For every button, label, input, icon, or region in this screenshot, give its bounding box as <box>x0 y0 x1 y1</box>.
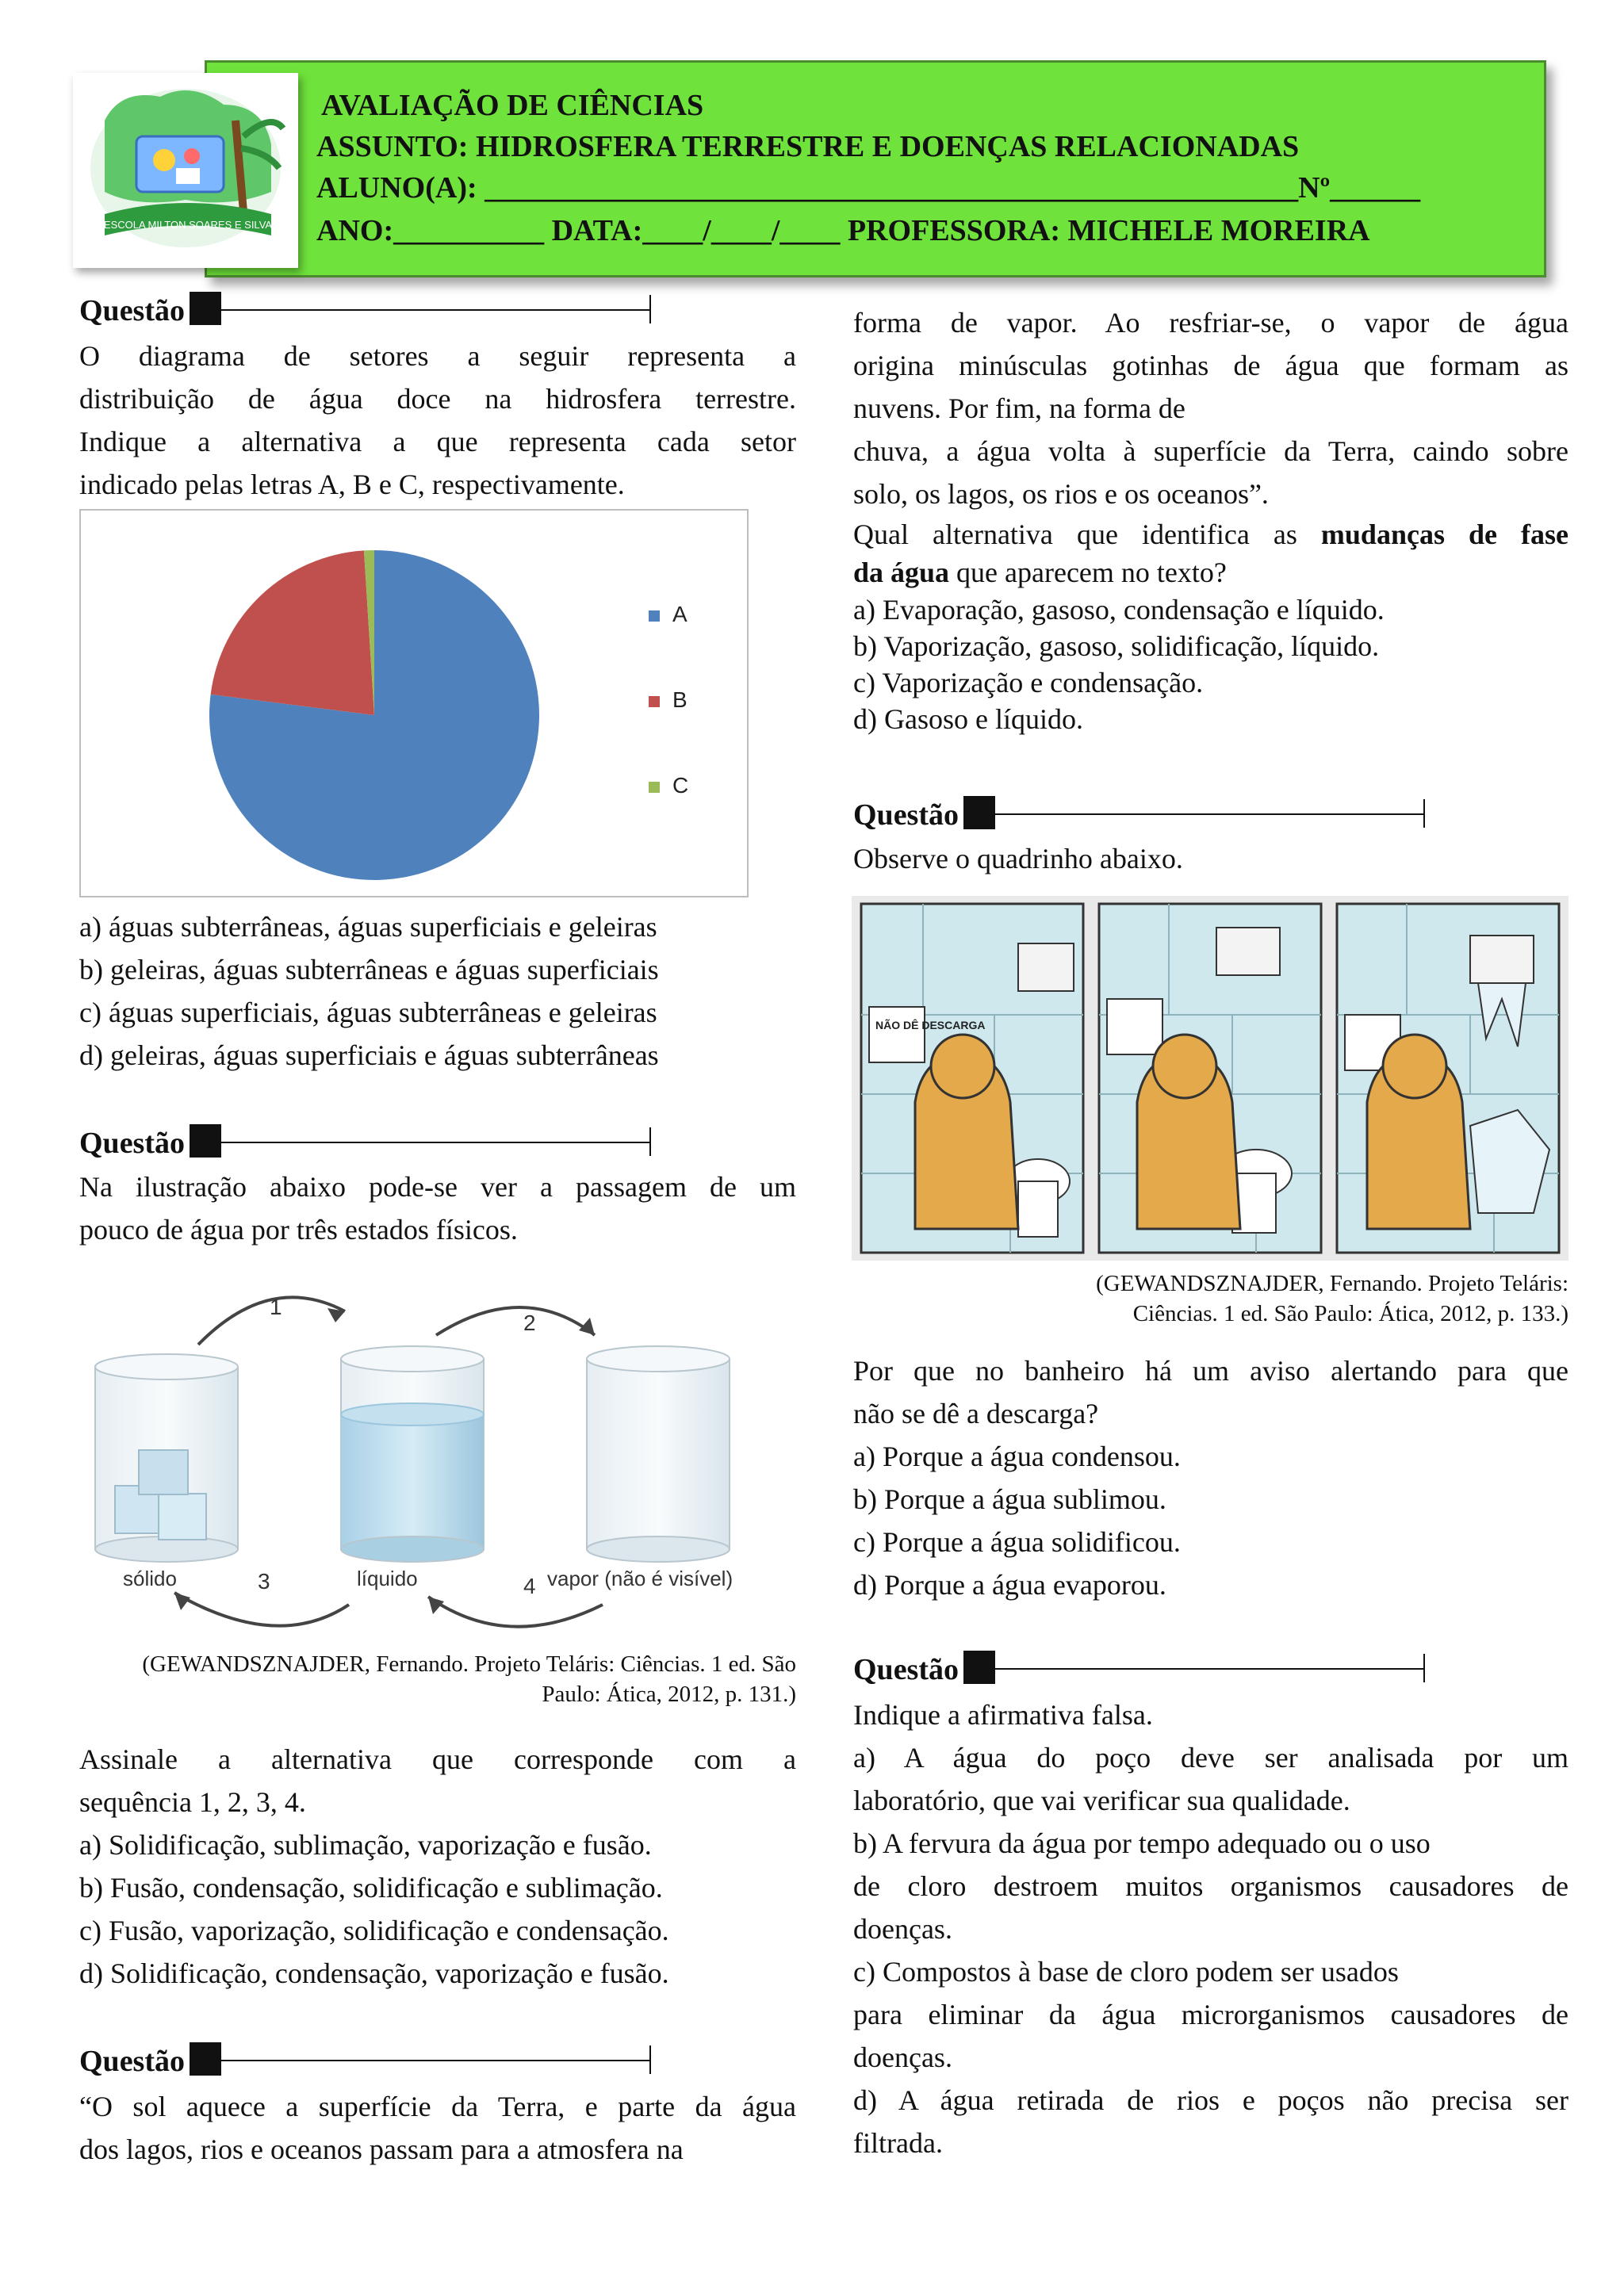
q4-credit-line: (GEWANDSZNAJDER, Fernando. Projeto Teláris: <box>1096 1271 1568 1296</box>
arrow-3-label: 3 <box>258 1569 270 1594</box>
question-1-rule-end <box>649 295 651 323</box>
q4-question-line: não se dê a descarga? <box>853 1398 1099 1429</box>
legend-label-b: B <box>672 687 688 712</box>
question-5-number-box <box>963 1651 995 1684</box>
q2-option-a[interactable]: a) Solidificação, sublimação, vaporização e fusão. <box>79 1829 652 1861</box>
q4-option-b[interactable]: b) Porque a água sublimou. <box>853 1483 1166 1515</box>
header-student-field: ALUNO(A): ______________________________________________________Nº______ <box>316 171 1421 205</box>
question-3-label: Questão <box>79 2045 185 2078</box>
question-1-label: Questão <box>79 294 185 327</box>
vapor-cylinder <box>587 1346 730 1562</box>
question-3-number-box <box>190 2042 221 2076</box>
comic-strip-art <box>852 896 1568 1261</box>
q2-question-line: Assinale a alternativa que corresponde com a <box>79 1743 796 1775</box>
q4-option-d[interactable]: d) Porque a água evaporou. <box>853 1569 1166 1601</box>
q2-question-line: sequência 1, 2, 3, 4. <box>79 1786 306 1818</box>
question-1-options <box>79 905 796 1077</box>
q4-option-c[interactable]: c) Porque a água solidificou. <box>853 1526 1181 1558</box>
q3-text-line: forma de vapor. Ao resfriar-se, o vapor de água <box>853 307 1568 339</box>
question-2-question <box>79 1738 796 1995</box>
q2-credit-line: Paulo: Ática, 2012, p. 131.) <box>542 1682 796 1707</box>
q4-option-a[interactable]: a) Porque a água condensou. <box>853 1441 1181 1472</box>
arrow-1-label: 1 <box>270 1295 282 1319</box>
header-banner <box>205 60 1546 277</box>
q2-text-line: Na ilustração abaixo pode-se ver a passagem de um <box>79 1171 796 1203</box>
q3-question-line-1 <box>853 515 1568 553</box>
q2-option-c[interactable]: c) Fusão, vaporização, solidificação e condensação. <box>79 1915 669 1946</box>
pie-slice-b <box>211 550 374 715</box>
q1-text-line: distribuição de água doce na hidrosfera terrestre. <box>79 383 796 415</box>
school-logo-text: ESCOLA MILTON SOARES E SILVA <box>103 219 273 231</box>
q3-option-b[interactable]: b) Vaporização, gasoso, solidificação, líquido. <box>853 630 1380 662</box>
question-2-rule-end <box>649 1127 651 1156</box>
pie-chart <box>81 511 747 896</box>
question-4-number-box <box>963 796 995 829</box>
legend-swatch-a <box>649 610 660 622</box>
q4-credit-line: Ciências. 1 ed. São Paulo: Ática, 2012, p. 133.) <box>1132 1301 1568 1326</box>
question-5-body <box>853 1693 1568 2164</box>
q1-text-line: Indique a alternativa a que representa cada setor <box>79 426 796 457</box>
school-logo-emblem <box>73 73 298 268</box>
q3-option-d[interactable]: d) Gasoso e líquido. <box>853 703 1083 735</box>
q3-question-bold: mudanças de fase <box>1320 519 1568 550</box>
question-4-credit <box>853 1269 1568 1329</box>
question-5-rule-end <box>1423 1654 1425 1682</box>
legend-label-a: A <box>672 602 688 626</box>
q2-credit-line: (GEWANDSZNAJDER, Fernando. Projeto Teláris: Ciências. 1 ed. São <box>142 1651 796 1677</box>
q5-option-c-cont: para eliminar da água microrganismos causadores de <box>853 1999 1568 2030</box>
q3-text-line: chuva, a água volta à superfície da Terra, caindo sobre <box>853 435 1568 467</box>
liquid-cylinder <box>341 1346 484 1562</box>
q5-option-b-end: doenças. <box>853 1913 952 1945</box>
question-2-credit <box>79 1649 796 1709</box>
question-5-rule <box>995 1668 1423 1670</box>
question-5-title <box>853 1651 1425 1687</box>
question-4-rule-end <box>1423 799 1425 828</box>
q1-text-line: indicado pelas letras A, B e C, respectivamente. <box>79 469 625 500</box>
q3-text-line: “O sol aquece a superfície da Terra, e parte da água <box>79 2091 796 2122</box>
q4-question-line: Por que no banheiro há um aviso alertando para que <box>853 1355 1568 1387</box>
q3-question-post: que aparecem no texto? <box>956 557 1227 588</box>
q5-intro: Indique a afirmativa falsa. <box>853 1699 1153 1731</box>
question-1-number-box <box>190 292 221 325</box>
legend-swatch-c <box>649 782 660 793</box>
question-5-label: Questão <box>853 1653 959 1686</box>
q5-option-b[interactable]: b) A fervura da água por tempo adequado ou o uso <box>853 1827 1431 1859</box>
states-of-matter-figure <box>79 1256 753 1641</box>
legend-swatch-b <box>649 696 660 707</box>
question-1-title <box>79 292 651 328</box>
header-year-date-teacher: ANO:__________ DATA:____/____/____ PROFESSORA: MICHELE MOREIRA <box>316 214 1370 247</box>
liquid-label: líquido <box>357 1567 418 1590</box>
comic-panel-2 <box>1099 904 1321 1253</box>
q3-option-a[interactable]: a) Evaporação, gasoso, condensação e líquido. <box>853 594 1385 626</box>
solid-cylinder <box>95 1354 238 1562</box>
arrow-2-label: 2 <box>523 1311 536 1335</box>
question-2-label: Questão <box>79 1127 185 1160</box>
vapor-label: vapor (não é visível) <box>547 1567 733 1590</box>
comic-strip <box>852 896 1568 1261</box>
solid-label: sólido <box>123 1567 177 1590</box>
q1-option-a[interactable]: a) águas subterrâneas, águas superficiais e geleiras <box>79 911 657 943</box>
q3-text-line: dos lagos, rios e oceanos passam para a atmosfera na <box>79 2133 684 2165</box>
q5-option-d[interactable]: d) A água retirada de rios e poços não precisa ser <box>853 2084 1568 2116</box>
q1-option-d[interactable]: d) geleiras, águas superficiais e águas subterrâneas <box>79 1039 659 1071</box>
q5-option-a[interactable]: a) A água do poço deve ser analisada por um <box>853 1742 1568 1774</box>
question-3-text-left <box>79 2085 796 2171</box>
q2-option-d[interactable]: d) Solidificação, condensação, vaporização e fusão. <box>79 1957 669 1989</box>
header-subject: ASSUNTO: HIDROSFERA TERRESTRE E DOENÇAS RELACIONADAS <box>316 130 1300 163</box>
question-4-rule <box>995 813 1423 815</box>
school-logo <box>73 73 298 268</box>
q3-option-c[interactable]: c) Vaporização e condensação. <box>853 667 1204 698</box>
q2-option-b[interactable]: b) Fusão, condensação, solidificação e sublimação. <box>79 1872 663 1904</box>
arrow-4-label: 4 <box>523 1574 536 1598</box>
comic-panel-1 <box>861 904 1083 1253</box>
q5-option-d-end: filtrada. <box>853 2127 943 2159</box>
header-title: AVALIAÇÃO DE CIÊNCIAS <box>321 89 704 122</box>
q1-text-line: O diagrama de setores a seguir representa a <box>79 340 796 372</box>
question-4-intro: Observe o quadrinho abaixo. <box>853 843 1183 874</box>
question-3-title <box>79 2042 651 2079</box>
question-3-rule <box>221 2060 649 2061</box>
pie-chart-box <box>79 509 749 897</box>
question-4-label: Questão <box>853 798 959 832</box>
question-2-text <box>79 1165 796 1251</box>
q3-question-line-2 <box>853 553 1568 591</box>
question-4-question <box>853 1349 1568 1606</box>
question-2-title <box>79 1124 651 1161</box>
q5-option-c[interactable]: c) Compostos à base de cloro podem ser usados <box>853 1956 1399 1988</box>
comic-panel-3 <box>1337 904 1559 1253</box>
q5-option-b-cont: de cloro destroem muitos organismos causadores de <box>853 1870 1568 1902</box>
question-1-text <box>79 335 796 506</box>
q2-text-line: pouco de água por três estados físicos. <box>79 1214 518 1246</box>
q1-option-b[interactable]: b) geleiras, águas subterrâneas e águas superficiais <box>79 954 659 985</box>
question-2-number-box <box>190 1124 221 1158</box>
legend-label-c: C <box>672 773 689 798</box>
states-illustration <box>79 1256 753 1641</box>
q1-option-c[interactable]: c) águas superficiais, águas subterrâneas e geleiras <box>79 997 657 1028</box>
q3-text-line: nuvens. Por fim, na forma de <box>853 392 1185 424</box>
question-2-rule <box>221 1142 649 1143</box>
q3-text-line: origina minúsculas gotinhas de água que formam as <box>853 350 1568 381</box>
question-1-rule <box>221 309 649 311</box>
question-4-title <box>853 796 1425 832</box>
q3-question-bold2: da água <box>853 557 950 588</box>
q5-option-c-end: doenças. <box>853 2042 952 2073</box>
question-3-rule-end <box>649 2045 651 2074</box>
q3-question-pre: Qual alternativa que identifica as <box>853 519 1297 550</box>
question-3-text-right <box>853 301 1568 737</box>
q5-option-a-cont: laboratório, que vai verificar sua qualidade. <box>853 1785 1350 1816</box>
q3-text-line: solo, os lagos, os rios e os oceanos”. <box>853 478 1269 510</box>
comic-sign-1: NÃO DÊ DESCARGA <box>875 1019 986 1031</box>
